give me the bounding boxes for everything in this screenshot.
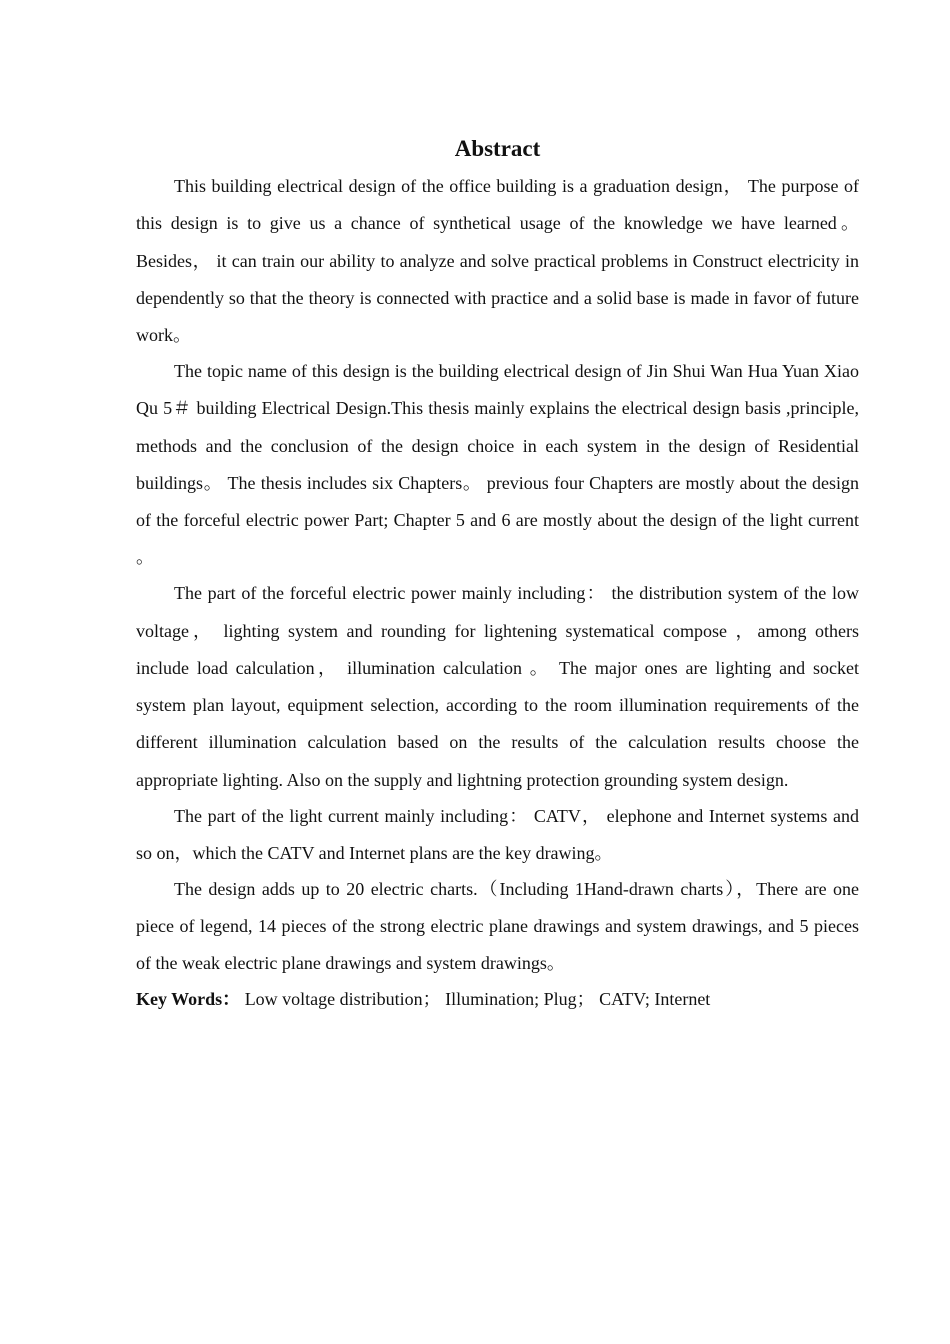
abstract-paragraph-4: The part of the light current mainly including： CATV， elephone and Internet systems and so on，which the CATV and Internet plans are the key drawing。	[136, 805, 859, 863]
abstract-section	[136, 133, 859, 1018]
abstract-paragraph-1: This building electrical design of the office building is a graduation design， The purpose of this design is to give us a chance of synthetical usage of the knowledge we have learned。 Besides， it can train our ability to analyze and solve practical problems in Construct electricity in dependently so that the theory is connected with practice and a solid base is made in favor of future work。	[136, 176, 859, 346]
abstract-title: Abstract	[454, 136, 541, 161]
keywords-line	[136, 981, 859, 1018]
keywords-label: Key Words：	[136, 989, 241, 1010]
abstract-paragraph-5: The design adds up to 20 electric charts.（Including 1Hand-drawn charts），There are one piece of legend, 14 pieces of the strong electric plane drawings and system drawings, and 5 pieces of the weak electric plane drawings and system drawings。	[136, 878, 859, 974]
keywords-text: Low voltage distribution； Illumination; Plug； CATV; Internet	[240, 989, 711, 1010]
abstract-paragraph-2: The topic name of this design is the building electrical design of Jin Shui Wan Hua Yuan Xiao Qu 5＃ building Electrical Design.This thesis mainly explains the electrical design basis ,principle, methods and the conclusion of the design choice in each system in the design of Residential buildings。 The thesis includes six Chapters。 previous four Chapters are mostly about the design of the forceful electric power Part; Chapter 5 and 6 are mostly about the design of the light current 。	[136, 360, 859, 568]
abstract-paragraph-3: The part of the forceful electric power mainly including： the distribution system of the low voltage， lighting system and rounding for lightening systematical compose ，among others include load calculation， illumination calculation 。 The major ones are lighting and socket system plan layout, equipment selection, according to the room illumination requirements of the different illumination calculation based on the results of the calculation results choose the appropriate lighting. Also on the supply and lightning protection grounding system design.	[136, 583, 859, 790]
